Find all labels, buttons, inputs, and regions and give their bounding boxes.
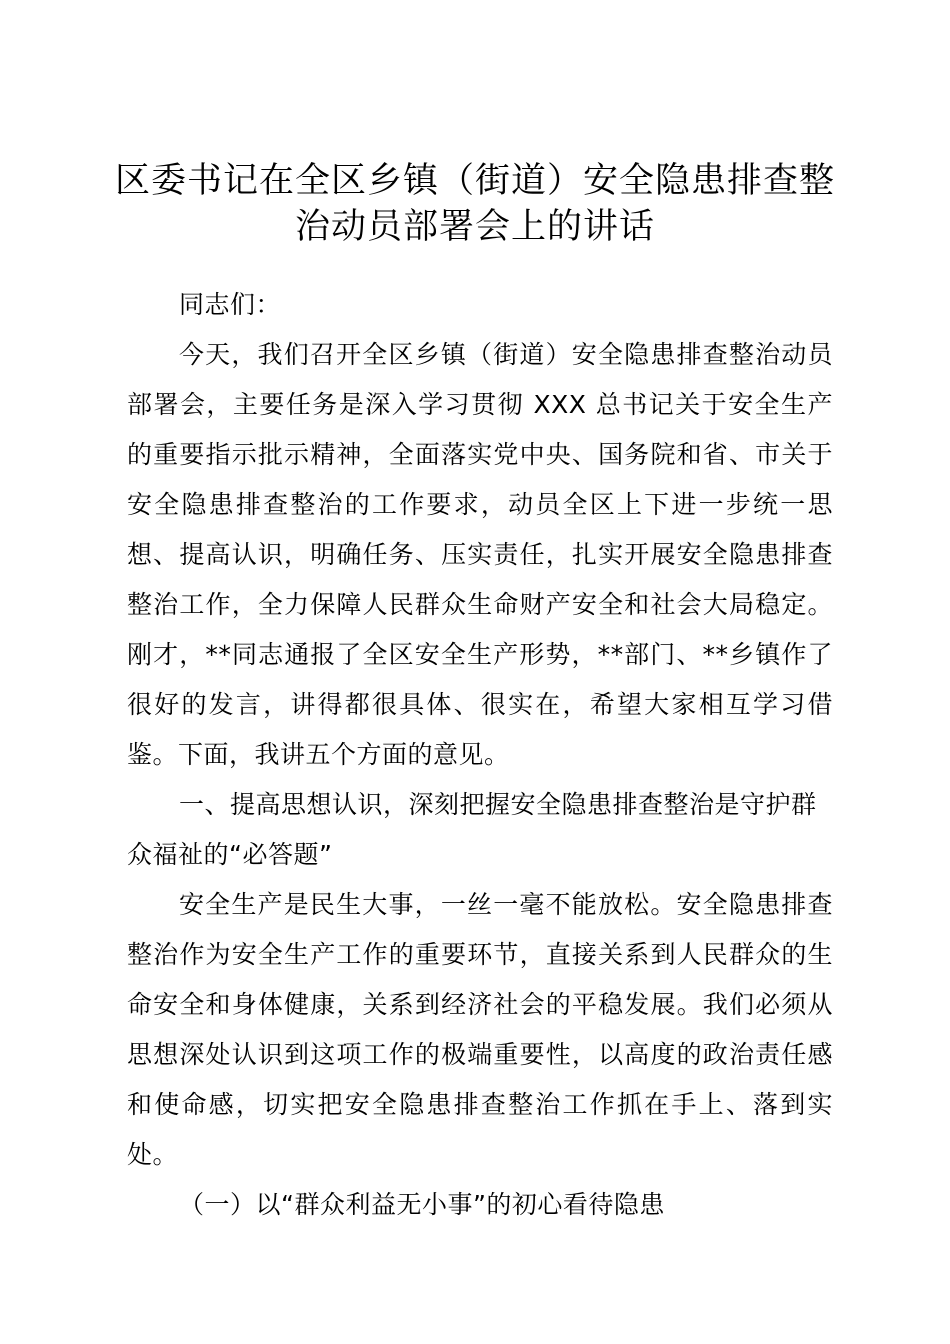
title-line-2: 治动员部署会上的讲话 (294, 207, 655, 247)
salutation: 同志们： (179, 290, 282, 319)
subsection-heading-1: （一）以“群众利益无小事”的初心看待隐患 (179, 1190, 665, 1219)
paragraph-intro: 今天，我们召开全区乡镇（街道）安全隐患排查整治动员部署会，主要任务是深入学习贯彻 XXX 总书记关于安全生产的重要指示批示精神，全面落实党中央、国务院和省、市关于安全隐患排查整治的工作要求，动员全区上下进一步统一思想、提高认识，明确任务、压实责任，扎实开展安全隐患排查整治工作，全力保障人民群众生命财产安全和社会大局稳定。刚才，**同志通报了全区安全生产形势，**部门、**乡镇作了很好的发言，讲得都很具体、很实在，希望大家相互学习借鉴。下面，我讲五个方面的意见。 (127, 340, 833, 769)
document-title (100, 158, 850, 250)
document-body (127, 280, 833, 1230)
title-line-1: 区委书记在全区乡镇（街道）安全隐患排查整 (114, 161, 835, 201)
paragraph-section-1: 安全生产是民生大事，一丝一毫不能放松。安全隐患排查整治作为安全生产工作的重要环节，直接关系到人民群众的生命安全和身体健康，关系到经济社会的平稳发展。我们必须从思想深处认识到这项工作的极端重要性，以高度的政治责任感和使命感，切实把安全隐患排查整治工作抓在手上、落到实处。 (127, 890, 833, 1169)
section-heading-1: 一、提高思想认识，深刻把握安全隐患排查整治是守护群众福祉的“必答题” (127, 790, 817, 869)
